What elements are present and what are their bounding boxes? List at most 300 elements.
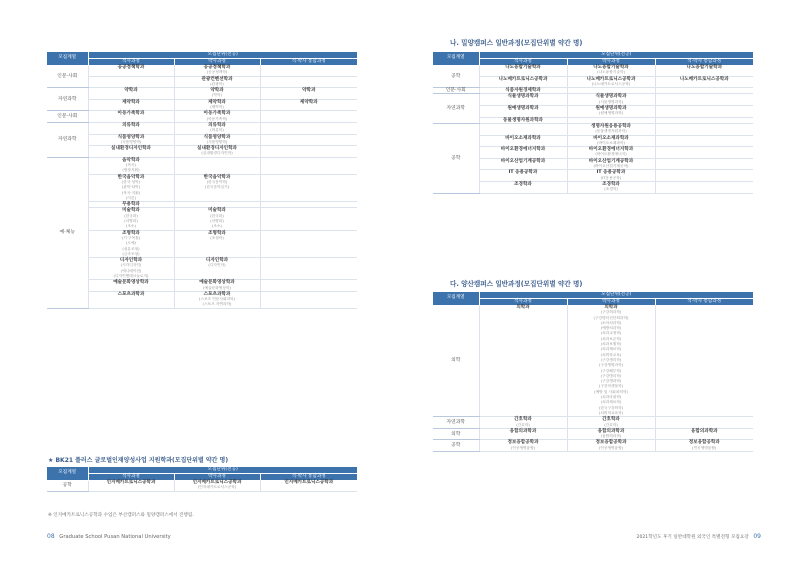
table-cell [88,134,174,146]
department-name: 공공정책학과 [117,65,145,70]
admission-table-miryang [433,52,753,194]
miryang-title: 나. 밀양캠퍼스 일반과정(모집단위별 약간 명) [450,39,583,47]
major-name: (도예) [125,241,136,246]
major-name: (관광학) [210,81,224,86]
major-name: (인공생명융합) [692,445,717,450]
major-name: (예술문화영상학) [203,285,231,290]
category-cell: 의학 [433,305,479,417]
table-cell [174,99,260,111]
header-doctor: 박사과정 [567,59,655,66]
table-row [433,106,753,118]
department-name: 약학과 [302,88,316,94]
table-cell [174,208,260,230]
department-name: 미술학과 [122,208,140,214]
table-cell [174,76,260,88]
department-name: IT 응용공학과 [596,170,626,176]
header-unit: 모집단위(전공) [88,467,357,474]
major-name: (나노융합기술학) [597,70,625,75]
department-name: 의학과 [604,305,618,310]
department-name: 조형학과 [122,230,140,236]
table-cell [260,111,357,123]
table-cell [479,170,567,182]
table-row [47,134,357,146]
table-cell [260,65,357,76]
major-name: (바이오소재과학) [597,140,625,145]
department-name: 식물생명과학과 [595,94,627,100]
major-name: (구강외과학) [600,310,622,315]
major-name: (스포츠 자연과학) [202,302,232,307]
department-name: 의학과 [516,305,530,310]
major-name: (소아치과학) [600,320,622,325]
department-name: 생명자원응용공학과 [591,123,631,129]
department-name: 식품영양학과 [203,134,231,140]
table-cell [174,280,260,292]
department-name: 나노메카트로닉스공학과 [586,76,636,82]
major-name: (구강생명과학) [598,363,624,368]
category-cell: 예·체능 [47,157,88,308]
header-unit: 모집단위(전공) [88,52,357,59]
category-cell: 공학 [433,65,479,88]
table-cell [174,146,260,158]
table-row [47,146,357,158]
category-cell: 인문·사회 [47,111,88,123]
major-name: (한국·성악) [121,179,141,184]
table-cell [567,135,655,147]
table-cell [174,480,260,491]
table-cell [567,94,655,106]
major-name: (구강해부학) [600,368,622,373]
major-name: (약학) [211,93,222,98]
table-cell [88,174,174,201]
department-name: 융합의과학과 [509,428,537,434]
category-cell: 공학 [433,440,479,452]
major-name: (IT응용공학) [600,175,622,180]
table-row [47,111,357,123]
footer-left-text: Graduate School Pusan National University [59,534,171,540]
major-name: (식품영양학) [206,139,228,144]
table-cell [655,135,753,147]
table-cell [567,428,655,440]
table-row [433,135,753,147]
table-cell [260,88,357,100]
footer-right-text: 2021학년도 후기 일반대학원 외국인 특별전형 모집요강 [636,535,749,540]
table-row [433,181,753,193]
major-name: (조형학) [210,235,224,240]
major-name: (치과보철학) [600,342,622,347]
table-cell [88,157,174,174]
table-row [47,208,357,230]
table-cell [655,170,753,182]
table-row [433,158,753,170]
table-row [433,65,753,76]
category-cell: 자연과학 [433,417,479,429]
table-cell [174,134,260,146]
table-cell [88,88,174,100]
table-row [47,122,357,134]
category-cell: 공학 [47,480,88,491]
bk21-note: ※ 인지메카트로닉스공학과 수업은 부산캠퍼스와 밀양캠퍼스에서 진행됨. [48,513,194,518]
table-cell [479,417,567,429]
department-name: 동물생명자원과학과 [503,117,543,123]
table-cell [260,174,357,201]
table-row [433,428,753,440]
table-cell [655,440,753,452]
table-cell [174,230,260,257]
table-cell [567,440,655,452]
table-cell [174,157,260,174]
major-name: (작곡·지휘) [121,190,141,195]
table-cell [655,65,753,76]
major-name: (합창지휘) [122,168,140,173]
table-cell [88,291,174,308]
major-name: (치의학교육) [600,352,622,357]
table-row [47,280,357,292]
major-name: (인지메카트로닉스공학) [197,485,237,490]
department-name: 의류학과 [122,122,140,128]
table-cell [567,76,655,88]
department-name: 제약학과 [299,99,318,105]
table-cell [479,428,567,440]
department-name: 융합의과학과 [597,428,625,434]
header-integrated: 석·박사 통합과정 [260,59,357,66]
major-name: (조소) [125,224,136,229]
major-name: (인공생명융합) [598,445,624,450]
header-integrated: 석·박사 통합과정 [655,59,753,66]
admission-table-busan [47,52,357,309]
table-cell [260,258,357,280]
footer-right [637,533,761,540]
table-cell [260,76,357,88]
major-name: (이론) [125,195,136,200]
major-name: (동물생명자원과학) [595,129,627,134]
major-name: (아동가족학) [206,116,228,121]
table-cell [655,305,753,417]
table-cell [174,65,260,76]
table-cell [260,280,357,292]
department-name: 식품영양학과 [117,134,145,140]
major-name: (한국구강의학) [598,405,624,410]
department-name: 한국음악학과 [117,174,145,180]
table-cell [88,76,174,88]
department-name: 스포츠과학과 [117,291,145,297]
major-name: (한국화) [210,213,224,218]
department-name: 음악학과 [122,157,140,163]
department-name: 인지메카트로닉스공학과 [284,480,334,485]
department-name: 원예생명과학과 [507,106,539,112]
department-name: 인지메카트로닉스공학과 [106,480,156,485]
department-name: 한국음악학과 [203,174,231,180]
department-name: 제약학과 [208,99,226,105]
table-cell [88,122,174,134]
department-name: 미술학과 [208,208,226,214]
major-name: (치의학교육학) [598,410,624,415]
department-name: 바이오소재과학과 [593,135,629,141]
table-cell [479,123,567,135]
table-row [47,65,357,76]
admission-table-yangsan [433,292,753,452]
category-cell: 공학 [433,123,479,193]
table-cell [260,99,357,111]
department-name: 조경학과 [514,181,532,187]
major-name: (작곡) [125,163,136,168]
major-name: (인공생명융합) [510,445,536,450]
table-cell [479,440,567,452]
table-cell [260,208,357,230]
major-name: (시각디자인) [120,263,142,268]
table-row [433,440,753,452]
table-row [433,94,753,106]
table-cell [567,158,655,170]
department-name: 아동가족학과 [203,111,231,117]
table-cell [655,158,753,170]
major-name: (치과재료학) [600,400,622,405]
major-name: (치과재료학) [600,347,622,352]
department-name: 융합의과학과 [690,428,718,434]
major-name: (금속조형) [122,251,140,256]
major-name: (나노메카트로닉스공학) [591,81,631,86]
table-cell [479,94,567,106]
table-row [433,170,753,182]
major-name: (공공정책학) [206,70,228,75]
major-name: (식물생명과학) [598,99,624,104]
major-name: (기·구목칠) [121,235,141,240]
table-row [47,174,357,201]
department-name: 바이오산업기계공학과 [588,158,634,164]
table-cell [174,111,260,123]
major-name: (원예생명과학) [598,111,624,116]
major-name: (조경학) [604,187,618,192]
table-cell [260,134,357,146]
department-name: 바이오환경에너지학과 [500,147,546,153]
department-name: 원예생명과학과 [595,106,627,112]
table-cell [479,65,567,76]
table-cell [655,106,753,118]
department-name: 나노메카트로닉스공학과 [679,76,729,82]
table-cell [655,181,753,193]
table-cell [260,146,357,158]
header-integrated: 석·박사 통합과정 [655,299,753,306]
major-name: (예방 및 사회치의학) [594,389,628,394]
major-name: (한국음악실기) [204,185,230,190]
category-cell: 인문·사회 [433,88,479,94]
table-cell [88,208,174,230]
table-cell [174,174,260,201]
table-row [47,99,357,111]
table-cell [479,305,567,417]
major-name: (스포츠 인문사회과학) [198,297,236,302]
category-cell: 자연과학 [47,88,88,111]
category-cell: 인문·사회 [47,65,88,88]
table-cell [567,65,655,76]
table-cell [655,417,753,429]
major-name: (구강병리학) [600,373,622,378]
table-cell [655,428,753,440]
major-name: (치과보존학) [600,336,622,341]
table-cell [567,123,655,135]
department-name: 나노메카트로닉스공학과 [498,76,548,82]
department-name: 예술문화영상학과 [113,280,149,286]
table-cell [88,65,174,76]
major-name: (디자인앤테크놀로지) [113,273,149,278]
header-integrated: 석·박사 통합과정 [260,474,357,481]
department-name: 예술문화영상학과 [199,280,235,286]
table-cell [479,106,567,118]
major-name: (한국음악학) [206,179,228,184]
table-cell [655,76,753,88]
footer-left [47,533,171,540]
header-master: 석사과정 [88,59,174,66]
department-name: IT 응용공학과 [508,170,538,176]
department-name: 실내환경디자인학과 [111,146,151,152]
header-doctor: 박사과정 [174,474,260,481]
table-cell [174,291,260,308]
table-cell [260,230,357,257]
department-name: 식품자원경제학과 [505,88,541,94]
department-name: 실내환경디자인학과 [197,146,237,152]
table-row [433,147,753,159]
department-name: 조형학과 [208,230,226,236]
major-name: (치과교정학) [600,331,622,336]
table-row [433,417,753,429]
table-row [433,76,753,88]
major-name: (구강생리학) [600,357,622,362]
department-name: 스포츠과학과 [203,291,231,297]
table-cell [260,157,357,174]
major-name: (디자인학) [208,263,226,268]
header-category: 모집계열 [47,52,88,65]
table-cell [260,291,357,308]
table-cell [479,147,567,159]
header-master: 석사과정 [88,474,174,481]
header-master: 석사과정 [479,299,567,306]
header-category: 모집계열 [433,52,479,65]
major-name: (바이오환경에너지) [595,152,627,157]
department-name: 제약학과 [122,99,140,105]
major-name: (구강생화학) [600,379,622,384]
department-name: 약학과 [124,88,138,94]
department-name: 간호학과 [514,417,532,423]
bk21-table [47,467,357,492]
department-name: 나노융합기술학과 [593,65,629,70]
header-doctor: 박사과정 [174,59,260,66]
major-name: (의류학) [210,128,224,133]
table-cell [567,106,655,118]
header-unit: 모집단위(전공) [479,292,753,299]
major-name: (식품영양학) [120,139,142,144]
department-name: 인지메카트로닉스공학과 [192,480,242,485]
table-cell [88,258,174,280]
department-name: 정보융합공학과 [688,440,720,446]
table-row [433,123,753,135]
department-name: 나노융합기술학과 [686,65,723,70]
department-name: 무용학과 [122,202,140,208]
page-number-right: 09 [753,533,761,540]
category-cell: 의학 [433,428,479,440]
table-cell [567,170,655,182]
header-unit: 모집단위(전공) [479,52,753,59]
table-row [47,258,357,280]
table-row [47,480,357,491]
department-name: 관광컨벤션학과 [201,76,233,82]
table-cell [174,122,260,134]
major-name: (간호학) [604,422,618,427]
header-category: 모집계열 [47,467,88,480]
major-name: (한국화) [124,213,138,218]
table-cell [174,88,260,100]
table-cell [88,146,174,158]
department-name: 아동가족학과 [117,111,145,117]
table-cell [88,280,174,292]
department-name: 정보융합공학과 [595,440,627,446]
major-name: (치과마취학) [600,395,622,400]
department-name: 정보융합공학과 [507,440,539,446]
major-name: (융합의과학) [600,434,622,439]
department-name: 나노융합기술학과 [505,65,541,70]
table-cell [567,417,655,429]
bk21-title: ★ BK21 플러스 글로벌인재양성사업 지원학과(모집단위별 약간 명) [48,457,229,464]
header-category: 모집계열 [433,292,479,305]
table-row [47,88,357,100]
table-cell [479,158,567,170]
table-row [47,230,357,257]
table-cell [260,480,357,491]
table-cell [479,181,567,193]
major-name: (애니메이션) [120,268,142,273]
table-row [47,291,357,308]
major-name: (조소) [211,224,222,229]
department-name: 식물생명과학과 [507,94,539,100]
table-cell [655,94,753,106]
table-row [433,305,753,417]
table-cell [567,147,655,159]
table-cell [567,305,655,417]
table-row [47,157,357,174]
department-name: 바이오소재과학과 [505,135,541,141]
table-cell [88,230,174,257]
table-cell [88,111,174,123]
yangsan-title: 다. 양산캠퍼스 일반과정(모집단위별 약간 명) [450,280,583,288]
department-name: 바이오환경에너지학과 [588,147,634,153]
major-name: (제약학) [210,105,224,110]
table-cell [567,181,655,193]
page-number-left: 08 [47,533,55,540]
major-name: (바이오산업기계공학) [593,164,629,169]
department-name: 디자인학과 [205,258,229,264]
major-name: (구강미생물학) [598,384,624,389]
table-cell [88,480,174,491]
major-name: (서양화) [210,219,224,224]
table-cell [479,135,567,147]
table-cell [655,147,753,159]
department-name: 바이오산업기계공학과 [500,158,546,164]
table-cell [174,258,260,280]
department-name: 약학과 [210,88,224,94]
table-row [47,76,357,88]
major-name: (구강병리진단외과학) [593,315,629,320]
department-name: 의류학과 [208,122,226,128]
major-name: (예방치과학) [600,326,622,331]
table-cell [88,99,174,111]
major-name: (서양화) [124,219,138,224]
category-cell: 자연과학 [47,122,88,157]
category-cell: 자연과학 [433,94,479,123]
major-name: (섬유조형) [122,246,140,251]
department-name: 디자인학과 [119,258,143,264]
header-master: 석사과정 [479,59,567,66]
major-name: (실내환경디자인학) [201,151,233,156]
table-cell [260,122,357,134]
department-name: 공공정책학과 [203,65,231,70]
